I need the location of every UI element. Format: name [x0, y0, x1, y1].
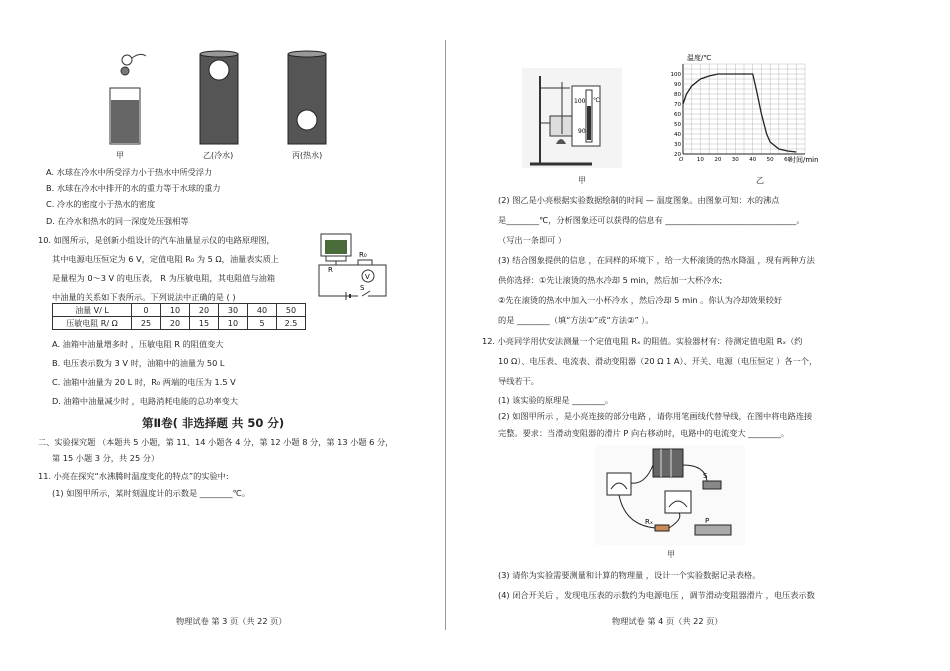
fig-caption-jia-right: 甲 [578, 176, 586, 185]
fig-caption-yi-right: 乙 [756, 176, 764, 185]
q11-3-line-3: ②先在滚烫的热水中加入一小杯冷水 ，然后冷却 5 min 。你认为冷却效果较好 [498, 295, 783, 305]
q11-2-line-2: 是________℃，分析图象还可以获得的信息有 ________________________________。 [498, 215, 805, 225]
q11-line-1: 11. 小亮在探究“水沸腾时温度变化的特点”的实验中: [38, 471, 229, 481]
q10-option-a: A. 油箱中油量增多时 ，压敏电阻 R 的阻值变大 [52, 339, 224, 349]
q12-line-1: 12. 小亮同学用伏安法测量一个定值电阻 Rₓ 的阻值。实验器材有：待测定值电阻 Rₓ（约 [482, 336, 803, 346]
circuit-caption: 甲 [667, 550, 675, 559]
q9-option-b: B. 水球在冷水中排开的水的重力等于水球的重力 [46, 183, 221, 193]
q10-option-c: C. 油箱中油量为 20 L 时，R₀ 两端的电压为 1.5 V [52, 377, 236, 387]
x-tick-label: 50 [766, 157, 774, 163]
chart-grid [683, 64, 805, 154]
x-axis-label: 时间/min [789, 156, 819, 164]
circuit-label-r0: R₀ [359, 251, 367, 259]
q10-option-b: B. 电压表示数为 3 V 时，油箱中的油量为 50 L [52, 358, 225, 368]
x-tick-label: 20 [714, 157, 722, 163]
water-ball-figures [105, 48, 335, 148]
q10-line-1: 10. 如图所示，是创新小组设计的汽车油量显示仪的电路原理图， [38, 235, 275, 245]
footer-right: 物理试卷 第 4 页（共 22 页） [612, 616, 723, 626]
y-tick-label: 30 [674, 142, 681, 148]
q11-3-line-2: 供你选择：①先让滚烫的热水冷却 5 min，然后加一大杯冷水; [498, 275, 723, 285]
q11-3-line-4: 的是 ________（填“方法①”或“方法②” ）。 [498, 315, 654, 325]
oil-gauge-circuit [316, 232, 406, 302]
q10-option-d: D. 油箱中油量减少时 ，电路消耗电能的总功率变大 [52, 396, 239, 406]
footer-left: 物理试卷 第 3 页（共 22 页） [176, 616, 287, 626]
series-line-temperature [683, 74, 796, 152]
table-cell: 油量 V/ L [53, 304, 132, 317]
thermo-label-100: 100 [574, 98, 586, 105]
table-cell: 20 [161, 317, 190, 330]
y-tick-labels [671, 72, 682, 158]
table-cell: 5 [248, 317, 277, 330]
y-tick-label: 80 [674, 92, 681, 98]
q9-option-c: C. 冷水的密度小于热水的密度 [46, 199, 156, 209]
figure-yi [200, 51, 238, 144]
y-axis-label: 温度/℃ [687, 54, 712, 62]
table-cell: 10 [161, 304, 190, 317]
voltammetry-circuit [595, 445, 745, 545]
x-tick-label: 60 [784, 157, 792, 163]
table-cell: 20 [190, 304, 219, 317]
q12-3-line: (3) 请你为实验需要测量和计算的物理量 ，设计一个实验数据记录表格。 [498, 570, 761, 580]
section-desc-1: 二、实验探究题 （本题共 5 小题，第 11、14 小题各 4 分，第 12 小题 8 分，第 13 小题 6 分， [38, 437, 394, 447]
table-cell: 25 [132, 317, 161, 330]
q12-line-5: (2) 如图甲所示 ，是小亮连接的部分电路 ，请你用笔画线代替导线，在图中将电路连接 [498, 411, 813, 421]
q11-line-2: (1) 如图甲所示，某时刻温度计的示数是 ________℃。 [52, 488, 250, 498]
table-cell: 40 [248, 304, 277, 317]
circuit-label-p: P [705, 517, 710, 525]
table-cell: 30 [219, 304, 248, 317]
fig-caption-jia: 甲 [116, 151, 124, 160]
q12-line-3: 导线若干。 [498, 376, 539, 386]
table-cell: 15 [190, 317, 219, 330]
q11-2-line-1: (2) 图乙是小亮根据实验数据绘制的时间 — 温度图象。由图象可知：水的沸点 [498, 195, 780, 205]
q12-line-2: 10 Ω）、电压表、电流表、滑动变阻器（20 Ω 1 A）、开关、电源（电压恒定 ）各一个， [498, 356, 818, 366]
oil-resistance-table [52, 303, 306, 330]
q10-line-4: 中油量的关系如下表所示。下列说法中正确的是 ( ) [52, 292, 236, 302]
circuit-label-rx: Rₓ [645, 518, 653, 526]
right-page [470, 0, 950, 671]
temperature-time-chart [665, 52, 819, 172]
x-tick-label: 30 [731, 157, 739, 163]
figure-bing [288, 51, 326, 144]
y-tick-label: 60 [674, 112, 681, 118]
fig-caption-yi: 乙(冷水) [203, 151, 234, 160]
table-row [53, 317, 306, 330]
q9-option-d: D. 在冷水和热水的同一深度处压强相等 [46, 216, 189, 226]
q10-line-2: 其中电源电压恒定为 6 V，定值电阻 R₀ 为 5 Ω，油量表实质上 [52, 254, 279, 264]
y-tick-label: 50 [674, 122, 681, 128]
circuit-label-v: V [365, 273, 370, 281]
x-tick-label: 10 [696, 157, 704, 163]
fig-caption-bing: 丙(热水) [292, 151, 323, 160]
circuit-label-s: S [360, 284, 365, 292]
q10-line-3: 是量程为 0～3 V 的电压表， R 为压敏电阻，其电阻值与油箱 [52, 273, 276, 283]
table-cell: 2.5 [277, 317, 306, 330]
q12-4-line: (4) 闭合开关后 ，发现电压表的示数约为电源电压 ，调节滑动变阻器滑片 ，电压表示数 [498, 590, 815, 600]
boiling-apparatus [522, 68, 622, 168]
circuit-label-r: R [328, 266, 333, 274]
x-tick-labels [679, 157, 792, 163]
q9-option-a: A. 水球在冷水中所受浮力小于热水中所受浮力 [46, 167, 213, 177]
y-tick-label: 100 [670, 72, 681, 78]
y-tick-label: 20 [674, 152, 681, 158]
table-cell: 50 [277, 304, 306, 317]
q11-3-line-1: (3) 结合图象提供的信息 ，在同样的环境下 ，给一大杯滚烫的热水降温 ，现有两种方法 [498, 255, 815, 265]
section-title: 第Ⅱ卷( 非选择题 共 50 分) [142, 416, 285, 430]
figure-jia [110, 54, 146, 144]
q12-line-4: (1) 该实验的原理是 ________。 [498, 395, 614, 405]
table-cell: 0 [132, 304, 161, 317]
table-cell: 10 [219, 317, 248, 330]
page-divider [445, 40, 446, 630]
x-tick-label: O [679, 157, 684, 163]
table-cell: 压敏电阻 R/ Ω [53, 317, 132, 330]
section-desc-2: 第 15 小题 3 分，共 25 分） [52, 453, 160, 463]
y-tick-label: 90 [674, 82, 681, 88]
left-page [0, 0, 470, 671]
thermo-label-90: 90 [578, 128, 586, 135]
thermo-unit: ℃ [593, 97, 600, 104]
y-tick-label: 70 [674, 102, 681, 108]
circuit-label-s-right: S [703, 472, 708, 480]
y-tick-label: 40 [674, 132, 681, 138]
q11-2-line-3: （写出一条即可 ） [498, 235, 567, 245]
q12-line-6: 完整。要求：当滑动变阻器的滑片 P 向右移动时，电路中的电流变大 ________。 [498, 428, 790, 438]
table-row [53, 304, 306, 317]
x-tick-label: 40 [749, 157, 757, 163]
